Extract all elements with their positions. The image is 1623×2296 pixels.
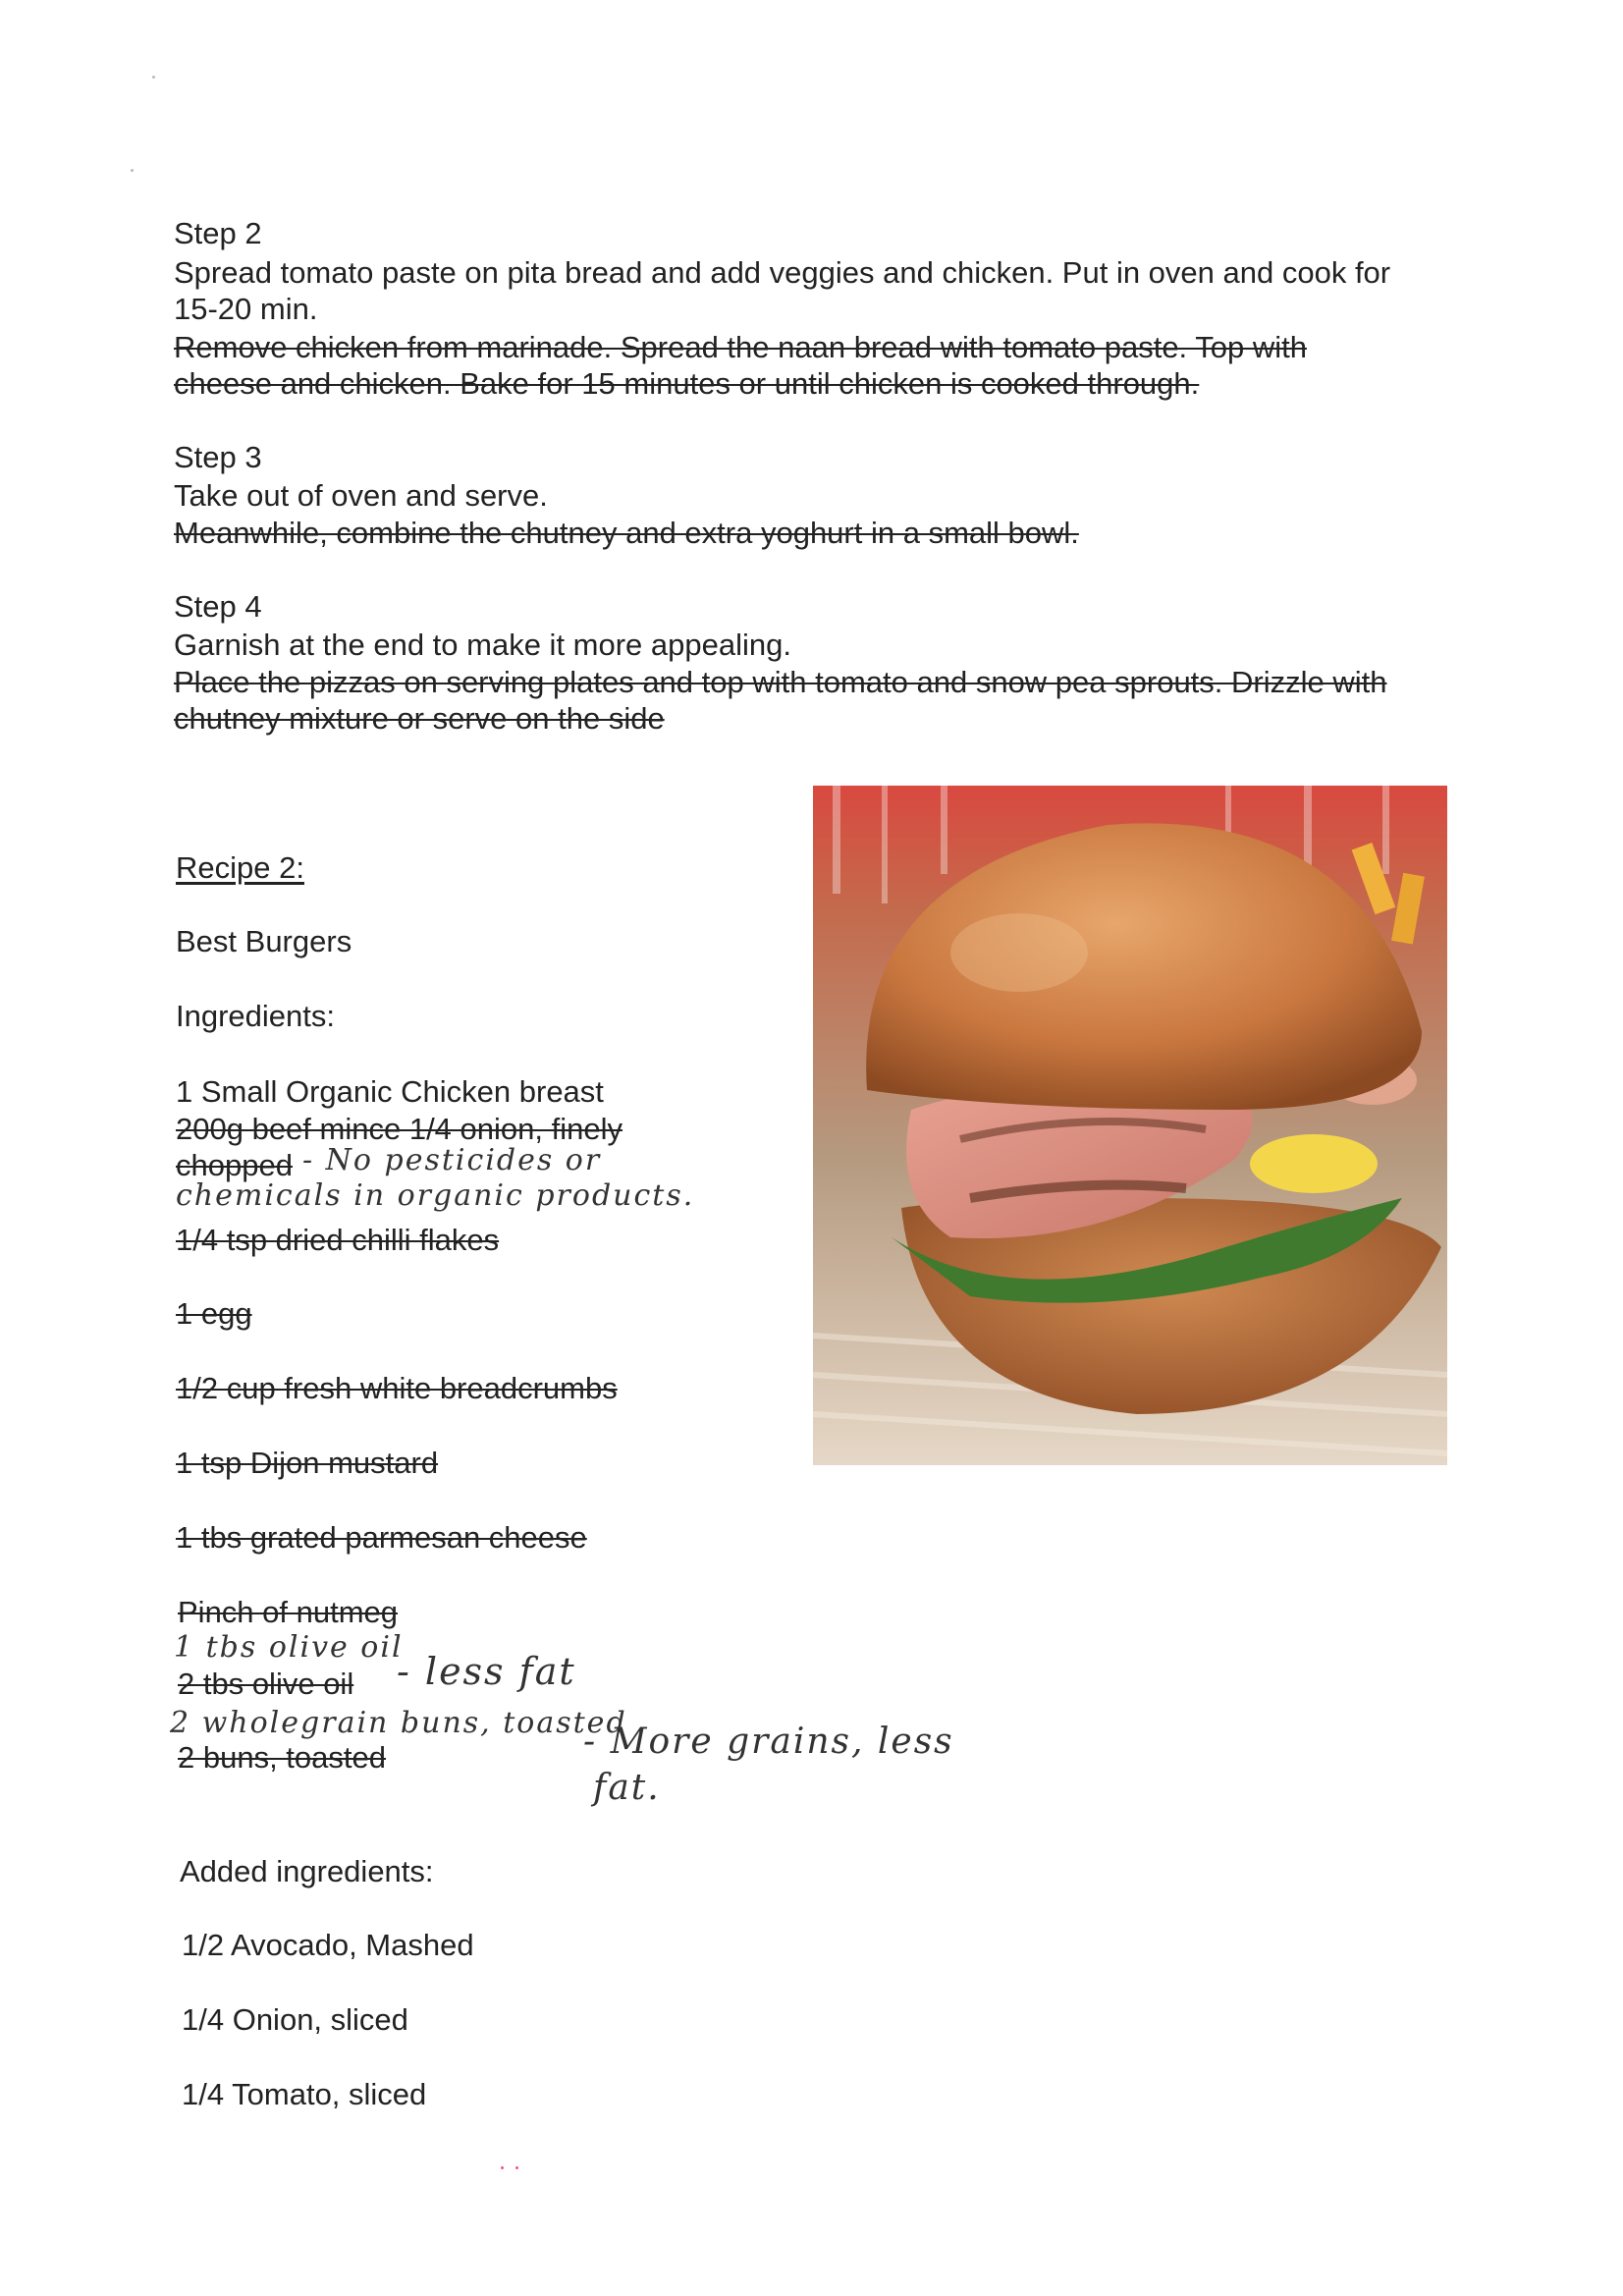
ingredient-mustard-struck: 1 tsp Dijon mustard [176, 1446, 439, 1480]
added-ingredients-heading: Added ingredients: [180, 1854, 434, 1888]
scan-speck [515, 2166, 518, 2169]
step-3-text: Take out of oven and serve. [174, 478, 548, 513]
handwritten-buns-note-cont: fat. [593, 1768, 661, 1808]
step-4-struck-text-cont: chutney mixture or serve on the side [174, 701, 665, 736]
added-ingredient-onion: 1/4 Onion, sliced [182, 2002, 408, 2037]
handwritten-organic-note-cont: chemicals in organic products. [176, 1178, 695, 1213]
ingredient-chopped-struck: chopped [176, 1148, 293, 1182]
step-2-struck-text: Remove chicken from marinade. Spread the naan bread with tomato paste. Top with [174, 330, 1307, 364]
ingredient-parmesan-struck: 1 tbs grated parmesan cheese [176, 1520, 587, 1555]
ingredient-breadcrumbs-struck: 1/2 cup fresh white breadcrumbs [176, 1371, 618, 1405]
ingredient-buns-struck: 2 buns, toasted [178, 1740, 386, 1775]
ingredient-oil-struck: 2 tbs olive oil [178, 1667, 354, 1701]
burger-photo [813, 786, 1447, 1465]
step-2-text-cont: 15-20 min. [174, 292, 318, 326]
ingredient-chilli-struck: 1/4 tsp dried chilli flakes [176, 1223, 500, 1257]
ingredient-beef-struck: 200g beef mince 1/4 onion, finely [176, 1112, 622, 1146]
step-3-heading: Step 3 [174, 440, 262, 474]
step-2-text: Spread tomato paste on pita bread and add veggies and chicken. Put in oven and cook for [174, 255, 1391, 290]
handwritten-buns: 2 wholegrain buns, toasted [170, 1706, 627, 1740]
step-4-heading: Step 4 [174, 589, 262, 624]
handwritten-oil: 1 tbs olive oil [174, 1630, 404, 1665]
handwritten-organic-note: - No pesticides or [302, 1143, 602, 1177]
scan-speck [131, 169, 134, 172]
scan-speck [501, 2166, 504, 2169]
scan-speck [152, 76, 155, 79]
ingredient-chicken: 1 Small Organic Chicken breast [176, 1074, 604, 1109]
step-2-struck-text-cont: cheese and chicken. Bake for 15 minutes or until chicken is cooked through. [174, 366, 1200, 401]
recipe-2-title: Best Burgers [176, 924, 352, 958]
photo-avocado [1250, 1134, 1378, 1193]
recipe-2-label: Recipe 2: [176, 850, 304, 885]
step-4-text: Garnish at the end to make it more appealing. [174, 628, 791, 662]
ingredients-heading: Ingredients: [176, 999, 335, 1033]
step-2-heading: Step 2 [174, 216, 262, 250]
step-3-struck-text: Meanwhile, combine the chutney and extra yoghurt in a small bowl. [174, 516, 1079, 550]
added-ingredient-tomato: 1/4 Tomato, sliced [182, 2077, 427, 2111]
ingredient-egg-struck: 1 egg [176, 1296, 252, 1331]
added-ingredient-avocado: 1/2 Avocado, Mashed [182, 1928, 474, 1962]
handwritten-oil-note: - less fat [397, 1650, 576, 1693]
ingredient-nutmeg-struck: Pinch of nutmeg [178, 1595, 399, 1629]
step-4-struck-text: Place the pizzas on serving plates and top with tomato and snow pea sprouts. Drizzle with [174, 665, 1387, 699]
handwritten-buns-note: - More grains, less [583, 1722, 954, 1762]
